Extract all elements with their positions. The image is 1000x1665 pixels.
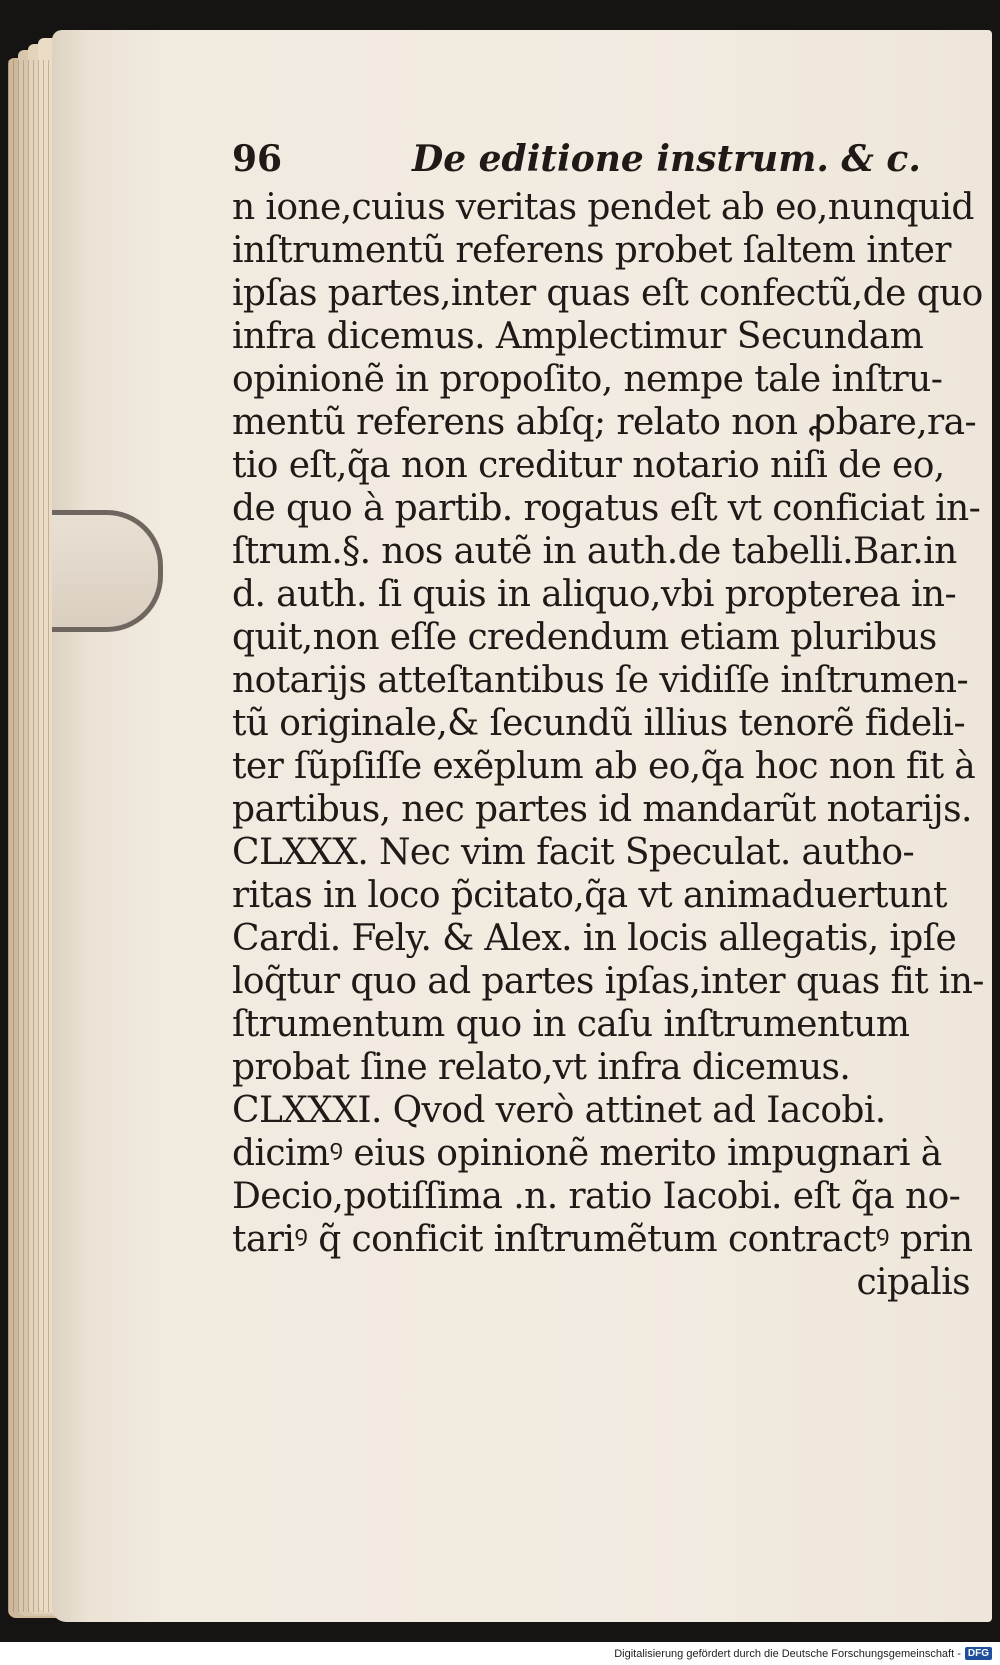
running-head bbox=[232, 138, 992, 186]
text-line: ſtrum.§. nos autẽ in auth.de tabelli.Bar.in bbox=[232, 531, 957, 572]
text-line: mentũ referens abſq; relato non ꝓbare,ra- bbox=[232, 402, 977, 443]
text-lines bbox=[232, 186, 992, 1304]
page-number: 96 bbox=[232, 138, 283, 180]
text-line: opinionẽ in propoſito, nempe tale inſtru- bbox=[232, 359, 943, 400]
text-line: inſtrumentũ referens probet ſaltem inter bbox=[232, 230, 951, 271]
text-line: n ione,cuius veritas pendet ab eo,nunquid bbox=[232, 187, 974, 228]
text-line: quit,non eſſe credendum etiam pluribus bbox=[232, 617, 937, 658]
text-line: notarijs atteſtantibus ſe vidiſſe inſtrumen- bbox=[232, 660, 969, 701]
text-line: probat ſine relato,vt infra dicemus. bbox=[232, 1047, 851, 1088]
text-line: dicimꝰ eius opinionẽ merito impugnari à bbox=[232, 1133, 942, 1174]
text-line: ter ſũpſiſſe exẽplum ab eo,q̃a hoc non fit à bbox=[232, 746, 976, 787]
scan-footer bbox=[0, 1642, 1000, 1665]
text-line: tariꝰ q̃ conficit inſtrumẽtum contractꝰ prin bbox=[232, 1219, 973, 1260]
text-line: partibus, nec partes id mandarũt notarijs. bbox=[232, 789, 972, 830]
book-page bbox=[52, 30, 992, 1622]
page-edge-lines bbox=[8, 60, 58, 1612]
text-line: ſtrumentum quo in caſu inſtrumentum bbox=[232, 1004, 910, 1045]
text-line: d. auth. ſi quis in aliquo,vbi propterea in- bbox=[232, 574, 957, 615]
text-line: CLXXX. Nec vim facit Speculat. autho- bbox=[232, 832, 915, 873]
clip-tab bbox=[52, 510, 163, 632]
dfg-logo: DFG bbox=[965, 1647, 992, 1660]
text-line: tũ originale,& ſecundũ illius tenorẽ fideli- bbox=[232, 703, 966, 744]
text-line: Cardi. Fely. & Alex. in locis allegatis, ipſe bbox=[232, 918, 957, 959]
catchword: cipalis bbox=[856, 1262, 970, 1303]
text-line: Decio,potiſſima .n. ratio Iacobi. eſt q̃a no- bbox=[232, 1176, 961, 1217]
running-head-title: De editione instrum. & c. bbox=[412, 138, 921, 180]
text-line: ritas in loco p̃citato,q̃a vt animaduertunt bbox=[232, 875, 947, 916]
text-line: loq̃tur quo ad partes ipſas,inter quas fit in- bbox=[232, 961, 984, 1002]
text-line: de quo à partib. rogatus eſt vt conficiat in- bbox=[232, 488, 981, 529]
page-text bbox=[232, 138, 992, 1304]
text-line: infra dicemus. Amplectimur Secundam bbox=[232, 316, 924, 357]
text-line: tio eſt,q̃a non creditur notario niſi de eo, bbox=[232, 445, 945, 486]
text-line: CLXXXI. Qvod verò attinet ad Iacobi. bbox=[232, 1090, 886, 1131]
footer-credit: Digitalisierung gefördert durch die Deutsche Forschungsgemeinschaft - bbox=[614, 1647, 961, 1660]
text-line: ipſas partes,inter quas eſt confectũ,de quo bbox=[232, 273, 983, 314]
